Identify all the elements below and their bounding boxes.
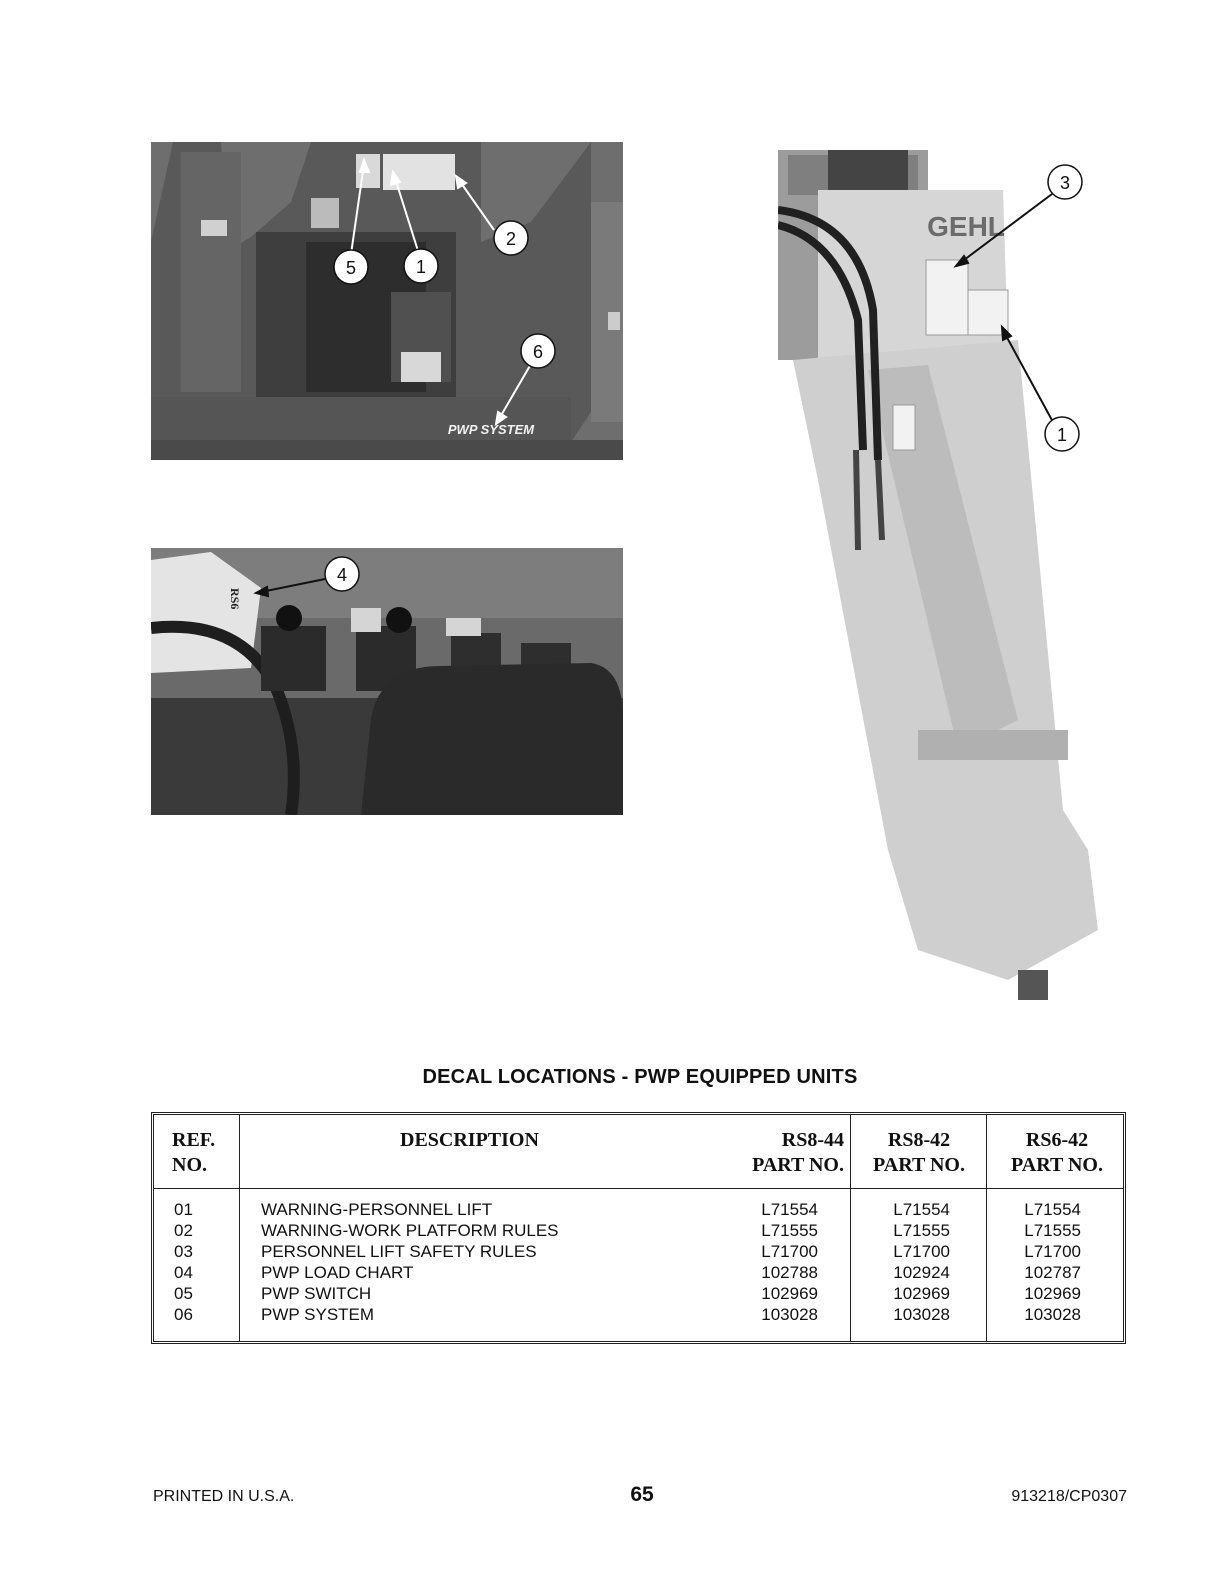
header-divider bbox=[154, 1188, 1123, 1189]
header-rs6-42: RS6-42 PART NO. bbox=[1011, 1129, 1103, 1176]
cell-ref: 06 bbox=[174, 1305, 193, 1324]
header-rs8-44: RS8-44 PART NO. bbox=[752, 1129, 844, 1176]
column-divider bbox=[239, 1115, 240, 1341]
cell-rs8-42: 102924 bbox=[893, 1263, 950, 1282]
footer-right: 913218/CP0307 bbox=[1011, 1488, 1127, 1505]
cell-description: WARNING-WORK PLATFORM RULES bbox=[261, 1221, 559, 1240]
cell-rs8-42: L71554 bbox=[893, 1200, 950, 1219]
cell-description: PWP SYSTEM bbox=[261, 1305, 375, 1324]
cell-rs8-44: L71700 bbox=[761, 1242, 818, 1261]
svg-text:1: 1 bbox=[415, 257, 427, 277]
svg-text:4: 4 bbox=[336, 565, 348, 585]
cell-rs8-44: 103028 bbox=[761, 1305, 818, 1324]
cell-rs8-44: 102969 bbox=[761, 1284, 818, 1303]
header-ref: REF. NO. bbox=[172, 1129, 216, 1176]
cell-rs6-42: 102969 bbox=[1024, 1284, 1081, 1303]
boom-photo bbox=[778, 150, 1128, 1006]
cell-ref: 03 bbox=[174, 1242, 193, 1261]
cell-rs6-42: L71700 bbox=[1024, 1242, 1081, 1261]
column-divider bbox=[986, 1115, 987, 1341]
callout-5 bbox=[334, 250, 368, 284]
cell-ref: 02 bbox=[174, 1221, 193, 1240]
callout-6 bbox=[521, 334, 555, 368]
cell-rs8-42: L71555 bbox=[893, 1221, 950, 1240]
header-description: DESCRIPTION bbox=[400, 1129, 539, 1151]
pwp-system-decal-text: PWP SYSTEM bbox=[447, 422, 535, 437]
footer-left: PRINTED IN U.S.A. bbox=[153, 1488, 295, 1505]
svg-text:1: 1 bbox=[1056, 425, 1068, 445]
page-number: 65 bbox=[630, 1483, 654, 1506]
cell-rs8-42: 102969 bbox=[893, 1284, 950, 1303]
cell-rs8-42: 103028 bbox=[893, 1305, 950, 1324]
controls-photo bbox=[151, 548, 623, 815]
rs6-decal-text: RS6 bbox=[228, 588, 242, 610]
cell-rs6-42: 103028 bbox=[1024, 1305, 1081, 1324]
cell-ref: 05 bbox=[174, 1284, 193, 1303]
column-divider bbox=[850, 1115, 851, 1341]
svg-text:5: 5 bbox=[345, 258, 357, 278]
cell-rs6-42: L71555 bbox=[1024, 1221, 1081, 1240]
cell-ref: 04 bbox=[174, 1263, 193, 1282]
cell-description: PWP SWITCH bbox=[261, 1284, 372, 1303]
cell-rs8-44: L71555 bbox=[761, 1221, 818, 1240]
parts-table bbox=[151, 1112, 1126, 1344]
cell-description: PERSONNEL LIFT SAFETY RULES bbox=[261, 1242, 537, 1261]
cell-rs8-42: L71700 bbox=[893, 1242, 950, 1261]
callout-1-panel bbox=[404, 249, 438, 283]
section-title: DECAL LOCATIONS - PWP EQUIPPED UNITS bbox=[422, 1066, 858, 1088]
callout-1-boom bbox=[1045, 417, 1079, 451]
header-rs8-42: RS8-42 PART NO. bbox=[873, 1129, 965, 1176]
cell-description: PWP LOAD CHART bbox=[261, 1263, 414, 1282]
gehl-logo-text: GEHL bbox=[927, 211, 1005, 242]
callout-4 bbox=[325, 557, 359, 591]
cell-rs8-44: 102788 bbox=[761, 1263, 818, 1282]
callout-2 bbox=[494, 221, 528, 255]
callout-3 bbox=[1048, 165, 1082, 199]
cell-description: WARNING-PERSONNEL LIFT bbox=[261, 1200, 493, 1219]
cell-rs8-44: L71554 bbox=[761, 1200, 818, 1219]
cell-rs6-42: L71554 bbox=[1024, 1200, 1081, 1219]
cell-rs6-42: 102787 bbox=[1024, 1263, 1081, 1282]
svg-text:2: 2 bbox=[505, 229, 517, 249]
svg-text:3: 3 bbox=[1059, 173, 1071, 193]
cell-ref: 01 bbox=[174, 1200, 193, 1219]
svg-text:6: 6 bbox=[532, 342, 544, 362]
panel-photo bbox=[151, 142, 623, 460]
